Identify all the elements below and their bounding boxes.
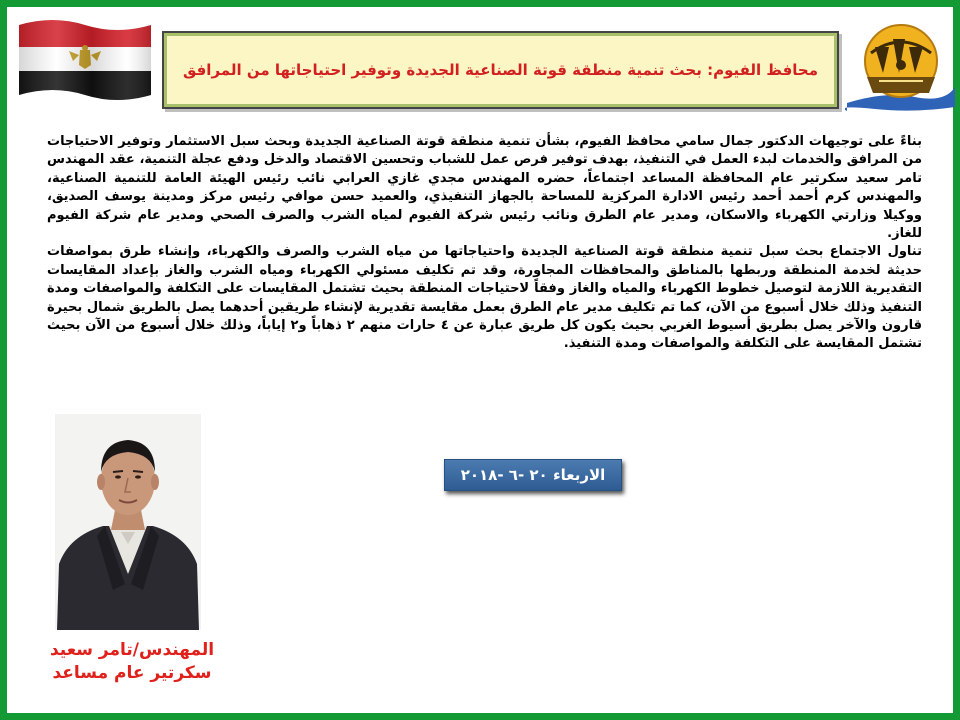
headline-banner [162,31,839,109]
article-paragraph: تناول الاجتماع بحث سبل تنمية منطقة قوتة الصناعية الجديدة واحتياجاتها من مياه الشرب والصرف والكهرباء، وإنشاء طرق بمواصفات حديثة لخدمة المنطقة وربطها بالمناطق والمحافظات المجاورة، وقد تم تكليف مسئولي الكهرباء ومياه الشرب والغاز بإعداد المقايسات التقديرية اللازمة لتوصيل خطوط الكهرباء والمياه والغاز وفقاً لاحتياجات المنطقة بحيث تشتمل المقايسات على التكلفة والمواصفات ومدة التنفيذ وذلك خلال أسبوع من الآن، كما تم تكليف مدير عام الطرق بعمل مقايسة تقديرية لإنشاء طريقين أحدهما يصل بالطريق شمال بحيرة قارون والآخر يصل بطريق أسيوط الغربي بحيث يكون كل طريق عبارة عن ٤ حارات منهم ٢ ذهاباً و٢ إياباً، وذلك خلال أسبوع من الآن بحيث تشتمل المقايسة على التكلفة والمواصفات ومدة التنفيذ. [47,244,922,352]
caption-name: المهندس/تامر سعيد [49,640,215,660]
portrait-caption [47,639,217,685]
official-portrait-photo [55,414,201,630]
egypt-flag-image [15,13,155,105]
headline-text: محافظ الفيوم: بحث تنمية منطقة قوتة الصناعية الجديدة وتوفير احتياجاتها من المرافق [182,61,819,79]
caption-title: سكرتير عام مساعد [52,663,212,683]
article-body [47,133,922,354]
article-paragraph: بناءً على توجيهات الدكتور جمال سامي محافظ الفيوم، بشأن تنمية منطقة قوتة الصناعية الجديدة وبحث سبل الاستثمار وتوفير الاحتياجات من المرافق والخدمات لبدء العمل في التنفيذ، بهدف توفير فرص عمل للشباب وتحسين الاقتصاد والدخل ودفع عجلة التنمية، عقد المهندس تامر سعيد سكرتير عام المحافظة المساعد اجتماعاً، حضره المهندس مجدي غازي العرابي نائب رئيس الهيئة العامة للتنمية الصناعية، والمهندس كرم أحمد أحمد رئيس الادارة المركزية للمساحة بالجهاز التنفيذي، والعميد حسن موافي رئيس مركز ومدينة يوسف الصديق، ووكيلا وزارتي الكهرباء والاسكان، ومدير عام الطرق ونائب رئيس شركة الفيوم لمياه الشرب والصرف الصحي ومدير عام شركة الفيوم للغاز. [47,134,922,242]
date-badge: الاربعاء ٢٠ -٦ -٢٠١٨ [444,459,622,491]
fayoum-governorate-logo [845,17,957,113]
